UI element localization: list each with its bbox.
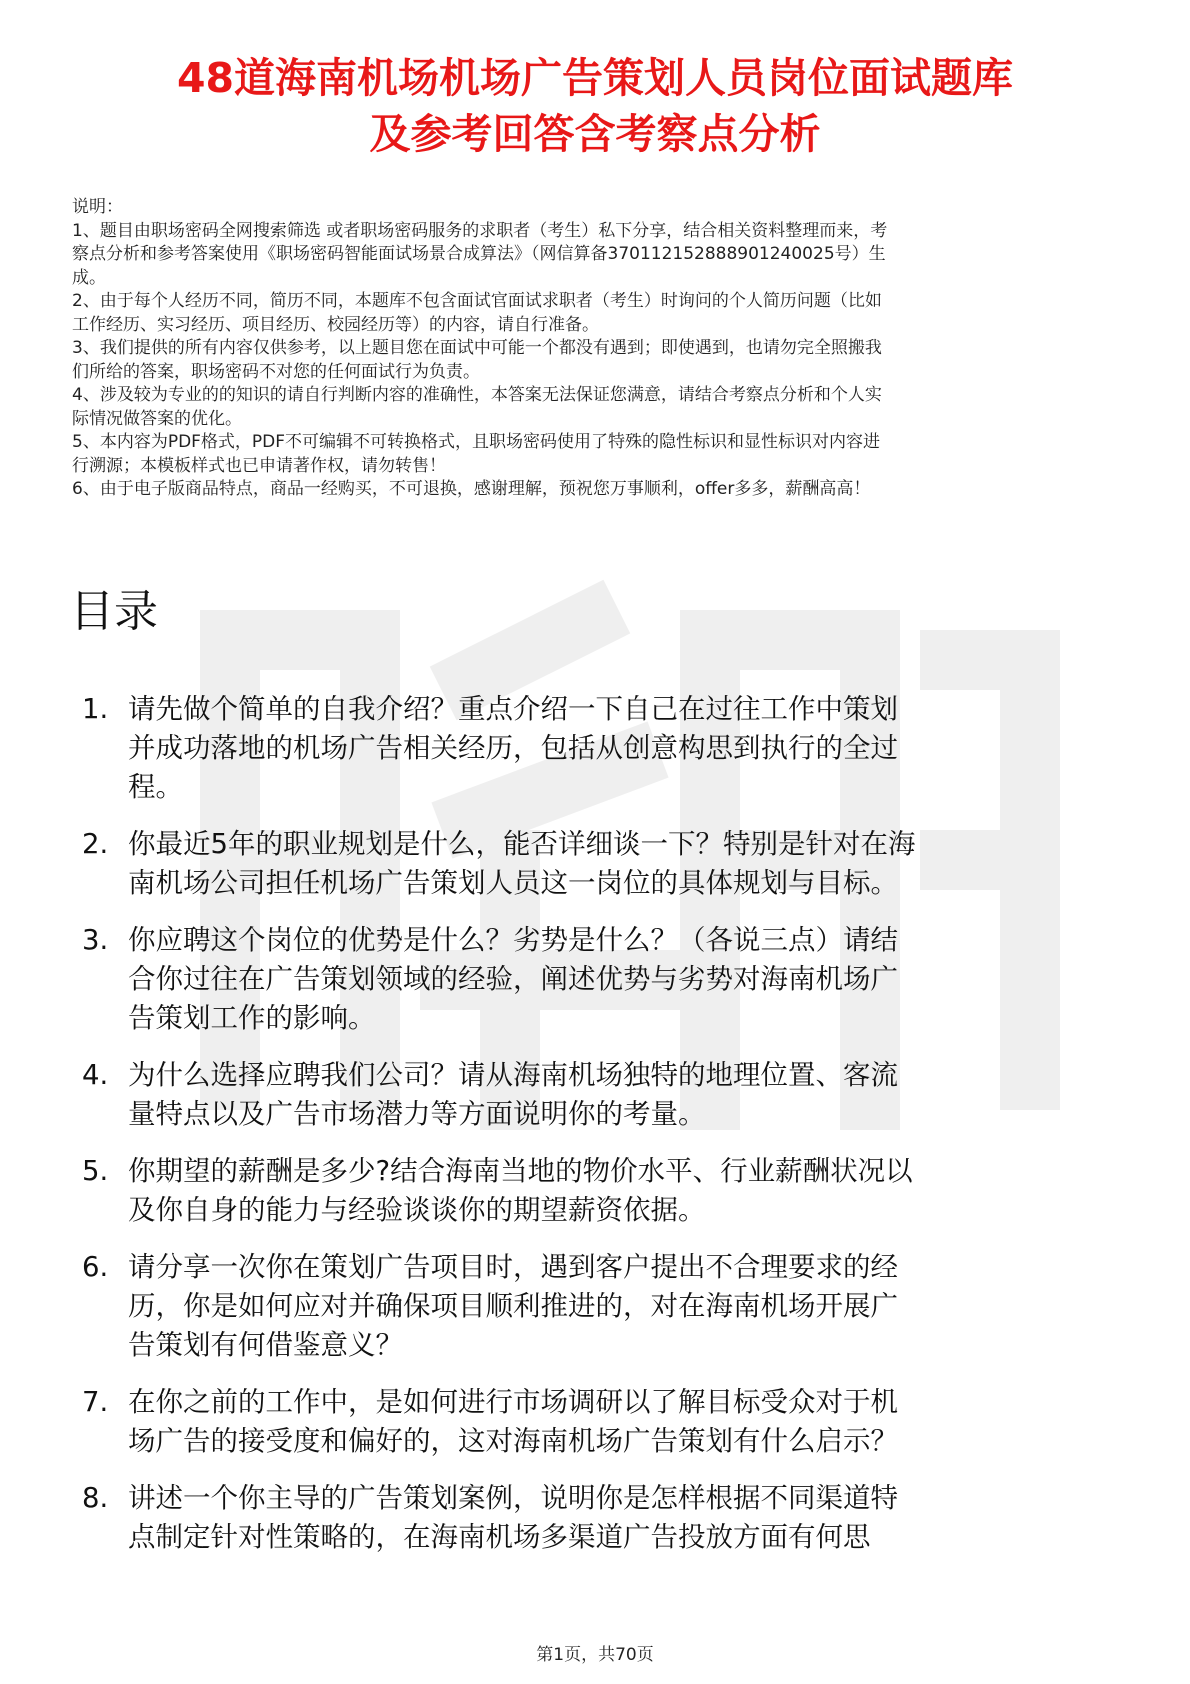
note-line: 们所给的答案，职场密码不对您的任何面试行为负责。 [72,361,480,382]
question-line: 场广告的接受度和偏好的，这对海南机场广告策划有什么启示？ [128,1425,898,1457]
question-line: 程。 [128,771,183,803]
question-number: 4. [82,1059,109,1091]
question-number: 7. [82,1386,109,1418]
question-line: 点制定针对性策略的，在海南机场多渠道广告投放方面有何思 [128,1521,871,1553]
question-number: 6. [82,1251,109,1283]
question-number: 3. [82,924,109,956]
notes-heading: 说明： [72,197,123,217]
question-line: 告策划有何借鉴意义？ [128,1329,403,1361]
question-text [128,825,1132,903]
question-line: 讲述一个你主导的广告策划案例，说明你是怎样根据不同渠道特 [128,1482,898,1514]
question-line: 及你自身的能力与经验谈谈你的期望薪资依据。 [128,1194,706,1226]
question-line: 你最近5年的职业规划是什么，能否详细谈一下？特别是针对在海 [128,828,916,860]
note-line: 察点分析和参考答案使用《职场密码智能面试场景合成算法》（网信算备370112152888901240025号）生 [72,244,886,264]
toc-heading: 目录 [70,586,158,637]
question-item[interactable] [82,1479,1132,1557]
note-line: 2、由于每个人经历不同，简历不同，本题库不包含面试官面试求职者（考生）时询问的个人简历问题（比如 [72,291,882,311]
question-text [128,1479,1132,1557]
question-line: 并成功落地的机场广告相关经历，包括从创意构思到执行的全过 [128,732,898,764]
question-list [82,690,1132,1575]
note-line: 工作经历、实习经历、项目经历、校园经历等）的内容，请自行准备。 [72,314,599,335]
question-line: 为什么选择应聘我们公司？请从海南机场独特的地理位置、客流 [128,1059,898,1091]
document-title-line-2: 及参考回答含考察点分析 [369,110,821,158]
question-text [128,921,1132,1038]
question-line: 合你过往在广告策划领域的经验，阐述优势与劣势对海南机场广 [128,963,898,995]
question-line: 请分享一次你在策划广告项目时，遇到客户提出不合理要求的经 [128,1251,898,1283]
page-footer: 第1页，共70页 [536,1645,654,1665]
note-line: 成。 [72,267,106,288]
question-number: 2. [82,828,109,860]
question-line: 在你之前的工作中，是如何进行市场调研以了解目标受众对于机 [128,1386,898,1418]
question-line: 量特点以及广告市场潜力等方面说明你的考量。 [128,1098,706,1130]
note-line: 3、我们提供的所有内容仅供参考，以上题目您在面试中可能一个都没有遇到；即使遇到，也请勿完全照搬我 [72,338,882,358]
question-text [128,1248,1132,1365]
question-line: 你应聘这个岗位的优势是什么？劣势是什么？（各说三点）请结 [128,924,898,956]
question-line: 历，你是如何应对并确保项目顺利推进的，对在海南机场开展广 [128,1290,898,1322]
question-item[interactable] [82,1383,1132,1461]
document-title-line-1: 48道海南机场机场广告策划人员岗位面试题库 [176,54,1014,102]
question-line: 南机场公司担任机场广告策划人员这一岗位的具体规划与目标。 [128,867,898,899]
question-text [128,1152,1132,1230]
question-line: 告策划工作的影响。 [128,1002,376,1034]
question-item[interactable] [82,1152,1132,1230]
question-text [128,690,1132,807]
question-item[interactable] [82,1056,1132,1134]
question-number: 8. [82,1482,109,1514]
question-number: 1. [82,693,109,725]
question-item[interactable] [82,825,1132,903]
note-line: 行溯源；本模板样式也已申请著作权，请勿转售！ [72,455,446,476]
note-line: 1、题目由职场密码全网搜索筛选 或者职场密码服务的求职者（考生）私下分享，结合相关资料整理而来，考 [72,220,888,241]
note-line: 际情况做答案的优化。 [72,408,242,429]
note-line: 4、涉及较为专业的的知识的请自行判断内容的准确性，本答案无法保证您满意，请结合考察点分析和个人实 [72,385,882,405]
note-line: 6、由于电子版商品特点，商品一经购买，不可退换，感谢理解，预祝您万事顺利，offer多多，薪酬高高！ [72,479,871,499]
question-item[interactable] [82,921,1132,1038]
question-line: 请先做个简单的自我介绍？重点介绍一下自己在过往工作中策划 [128,693,898,725]
question-text [128,1056,1132,1134]
question-item[interactable] [82,690,1132,807]
question-number: 5. [82,1155,109,1187]
question-line: 你期望的薪酬是多少?结合海南当地的物价水平、行业薪酬状况以 [128,1155,913,1187]
note-line: 5、本内容为PDF格式，PDF不可编辑不可转换格式，且职场密码使用了特殊的隐性标识和显性标识对内容进 [72,432,881,452]
document-title [60,50,1130,162]
question-text [128,1383,1132,1461]
notes-section [72,196,1124,502]
question-item[interactable] [82,1248,1132,1365]
